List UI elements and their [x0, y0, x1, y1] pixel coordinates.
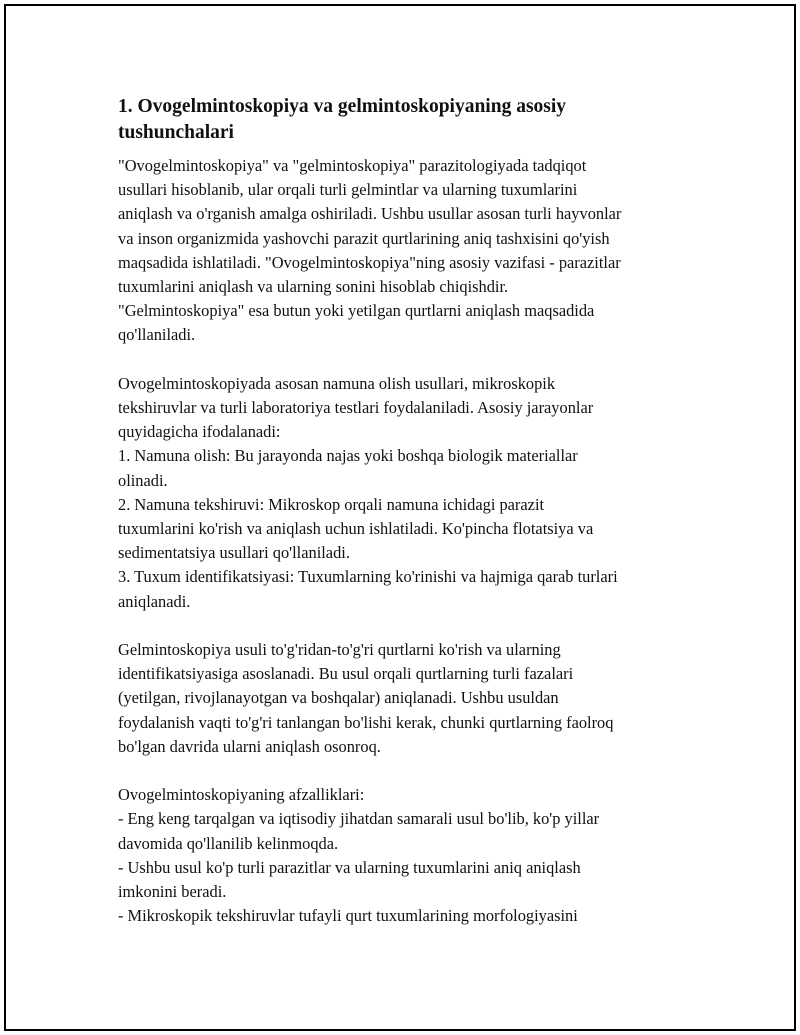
text-line: (yetilgan, rivojlanayotgan va boshqalar) aniqlanadi. Ushbu usuldan — [118, 688, 559, 708]
text-line: tekshiruvlar va turli laboratoriya testlari foydalaniladi. Asosiy jarayonlar — [118, 398, 594, 418]
paragraph-advantages — [118, 783, 718, 928]
text-line: "Gelmintoskopiya" esa butun yoki yetilgan qurtlarni aniqlash maqsadida — [118, 301, 595, 321]
paragraph-methods — [118, 372, 718, 614]
text-line: Ovogelmintoskopiyaning afzalliklari: — [118, 785, 365, 805]
text-line: qo'llaniladi. — [118, 325, 196, 345]
list-item: 1. Namuna olish: Bu jarayonda najas yoki boshqa biologik materiallar — [118, 446, 578, 466]
text-line: aniqlash va o'rganish amalga oshiriladi. Ushbu usullar asosan turli hayvonlar — [118, 204, 622, 224]
text-line: Ovogelmintoskopiyada asosan namuna olish usullari, mikroskopik — [118, 373, 556, 393]
text-line: foydalanish vaqti to'g'ri tanlangan bo'lishi kerak, chunki qurtlarning faolroq — [118, 712, 614, 732]
list-item: - Eng keng tarqalgan va iqtisodiy jihatdan samarali usul bo'lib, ko'p yillar — [118, 809, 600, 829]
text-line: tuxumlarini ko'rish va aniqlash uchun ishlatiladi. Ko'pincha flotatsiya va — [118, 519, 594, 539]
text-line: bo'lgan davrida ularni aniqlash osonroq. — [118, 736, 381, 756]
text-line: aniqlanadi. — [118, 591, 191, 611]
section-heading — [118, 94, 718, 146]
list-item: - Ushbu usul ko'p turli parazitlar va ularning tuxumlarini aniq aniqlash — [118, 857, 581, 877]
paragraph-spacer — [118, 614, 718, 638]
text-line: olinadi. — [118, 470, 168, 490]
heading-line: tushunchalari — [118, 122, 234, 143]
paragraph-spacer — [118, 759, 718, 783]
text-line: quyidagicha ifodalanadi: — [118, 422, 281, 442]
document-body — [118, 94, 718, 928]
text-line: tuxumlarini aniqlash va ularning sonini hisoblab chiqishdir. — [118, 277, 509, 297]
text-line: sedimentatsiya usullari qo'llaniladi. — [118, 543, 350, 563]
list-item: 2. Namuna tekshiruvi: Mikroskop orqali namuna ichidagi parazit — [118, 494, 545, 514]
text-line: "Ovogelmintoskopiya" va "gelmintoskopiya" parazitologiyada tadqiqot — [118, 156, 587, 175]
paragraph-helminthoscopy — [118, 638, 718, 759]
list-item: 3. Tuxum identifikatsiyasi: Tuxumlarning ko'rinishi va hajmiga qarab turlari — [118, 567, 618, 587]
text-line: Gelmintoskopiya usuli to'g'ridan-to'g'ri qurtlarni ko'rish va ularning — [118, 640, 561, 660]
text-line: davomida qo'llanilib kelinmoqda. — [118, 833, 339, 853]
heading-line: 1. Ovogelmintoskopiya va gelmintoskopiyaning asosiy — [118, 96, 567, 117]
list-item: - Mikroskopik tekshiruvlar tufayli qurt tuxumlarining morfologiyasini — [118, 906, 578, 926]
paragraph-definitions — [118, 154, 718, 348]
paragraph-spacer — [118, 348, 718, 372]
text-line: va inson organizmida yashovchi parazit qurtlarining aniq tashxisini qo'yish — [118, 228, 610, 248]
text-line: imkonini beradi. — [118, 882, 227, 902]
text-line: maqsadida ishlatiladi. "Ovogelmintoskopiya"ning asosiy vazifasi - parazitlar — [118, 252, 621, 272]
text-line: usullari hisoblanib, ular orqali turli gelmintlar va ularning tuxumlarini — [118, 180, 578, 200]
text-line: identifikatsiyasiga asoslanadi. Bu usul orqali qurtlarning turli fazalari — [118, 664, 574, 684]
